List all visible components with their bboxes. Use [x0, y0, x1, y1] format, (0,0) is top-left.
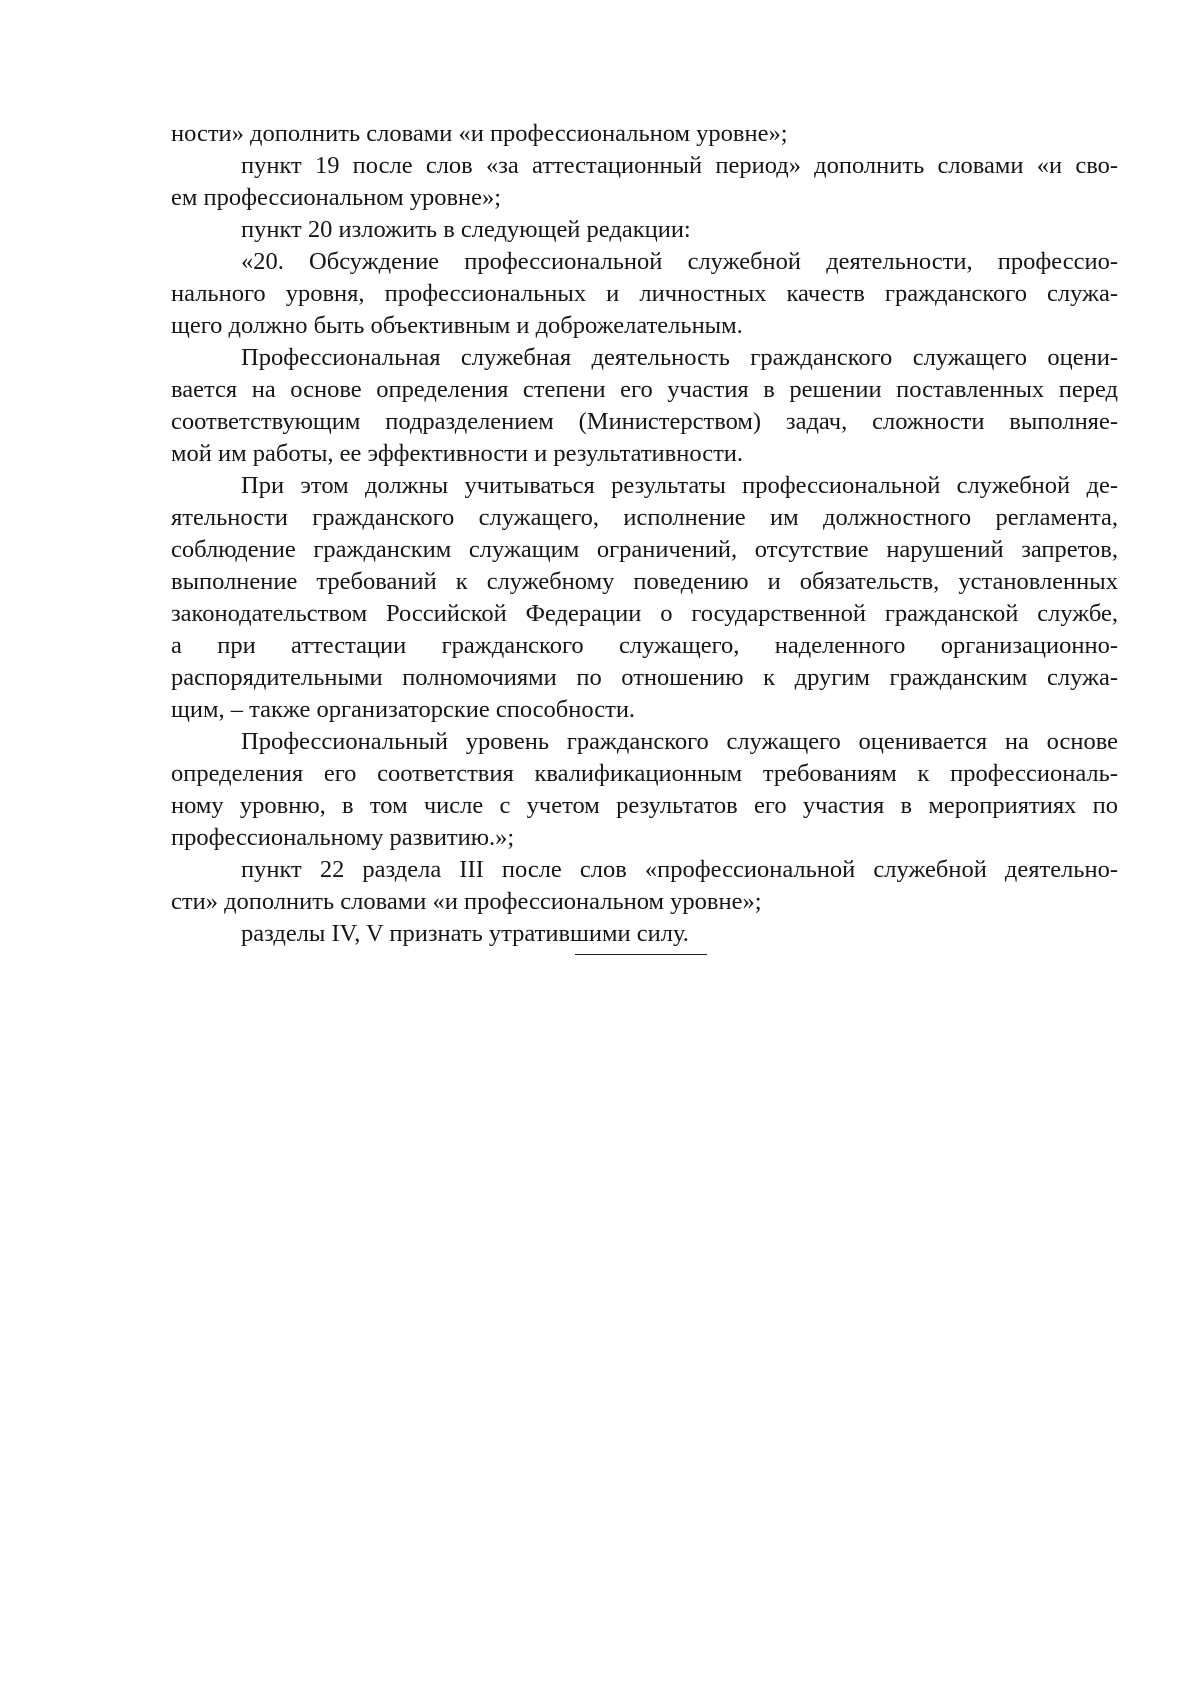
document-body: [171, 118, 1118, 950]
text-line: щим, – также организаторские способности.: [171, 696, 636, 723]
text-line: Профессиональный уровень гражданского служащего оценивается на основе: [241, 728, 1118, 755]
text-line: мой им работы, ее эффективности и результативности.: [171, 440, 744, 467]
text-line: пункт 19 после слов «за аттестационный период» дополнить словами «и сво-: [241, 152, 1118, 179]
text-line: распорядительными полномочиями по отношению к другим гражданским служа-: [171, 664, 1118, 691]
text-line: пункт 22 раздела III после слов «профессиональной служебной деятельно-: [241, 856, 1118, 883]
closing-rule: [575, 954, 707, 955]
text-line: разделы IV, V признать утратившими силу.: [241, 920, 689, 947]
text-line: нального уровня, профессиональных и личностных качеств гражданского служа-: [171, 280, 1118, 307]
text-line: щего должно быть объективным и доброжелательным.: [171, 312, 743, 339]
text-line: законодательством Российской Федерации о государственной гражданской службе,: [171, 600, 1118, 627]
text-line: выполнение требований к служебному поведению и обязательств, установленных: [171, 568, 1118, 595]
text-line: ному уровню, в том числе с учетом результатов его участия в мероприятиях по: [171, 792, 1118, 819]
text-line: вается на основе определения степени его участия в решении поставленных перед: [171, 376, 1118, 403]
text-line: профессиональному развитию.»;: [171, 824, 515, 851]
text-line: При этом должны учитываться результаты профессиональной служебной де-: [241, 472, 1118, 499]
text-line: ем профессиональном уровне»;: [171, 184, 502, 211]
text-line: сти» дополнить словами «и профессиональном уровне»;: [171, 888, 762, 915]
text-line: соответствующим подразделением (Министерством) задач, сложности выполняе-: [171, 408, 1118, 435]
text-line: ятельности гражданского служащего, исполнение им должностного регламента,: [171, 504, 1118, 531]
text-line: определения его соответствия квалификационным требованиям к профессиональ-: [171, 760, 1118, 787]
text-line: соблюдение гражданским служащим ограничений, отсутствие нарушений запретов,: [171, 536, 1118, 563]
text-line: а при аттестации гражданского служащего, наделенного организационно-: [171, 632, 1118, 659]
text-line: «20. Обсуждение профессиональной служебной деятельности, профессио-: [241, 248, 1118, 275]
text-line: пункт 20 изложить в следующей редакции:: [241, 216, 691, 243]
text-line: ности» дополнить словами «и профессиональном уровне»;: [171, 120, 788, 147]
text-line: Профессиональная служебная деятельность гражданского служащего оцени-: [241, 344, 1118, 371]
